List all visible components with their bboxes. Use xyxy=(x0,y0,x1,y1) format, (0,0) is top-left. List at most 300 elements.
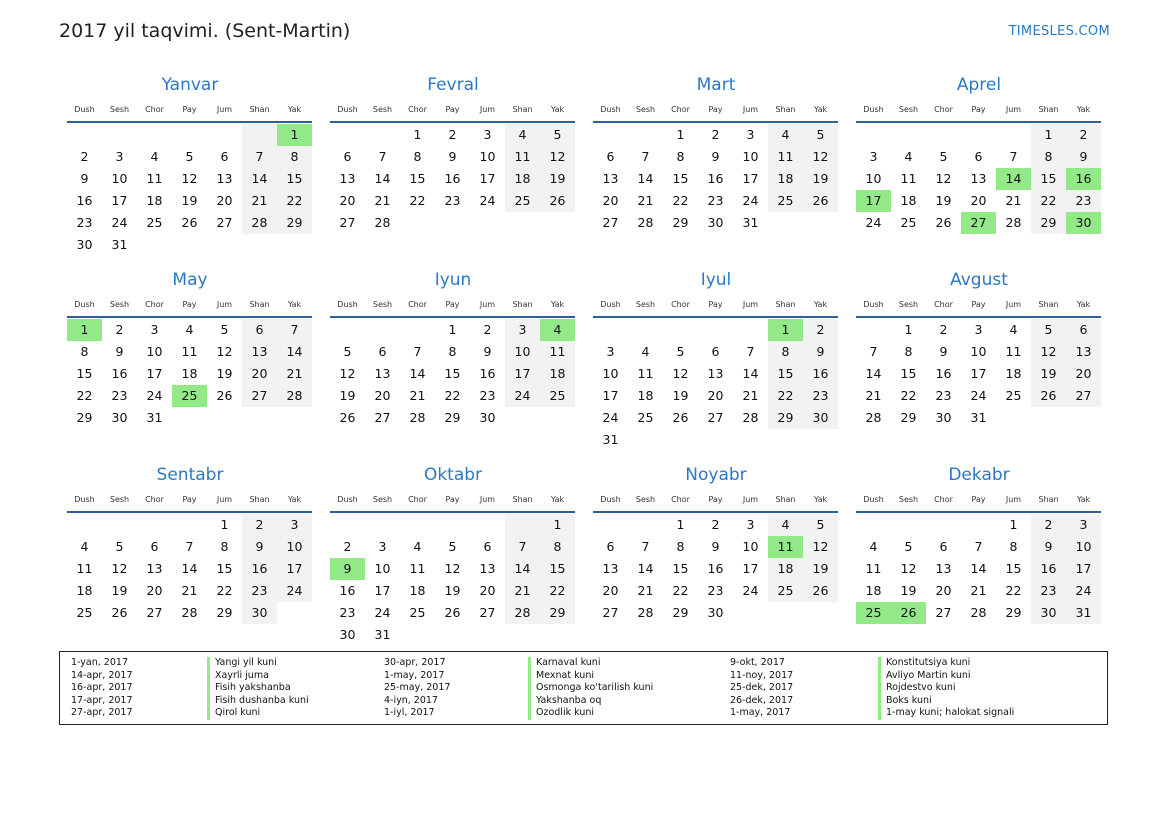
day-cell[interactable]: 8 xyxy=(448,344,457,359)
day-cell[interactable]: 12 xyxy=(935,171,952,186)
day-cell[interactable]: 6 xyxy=(606,539,615,554)
day-cell[interactable]: 26 xyxy=(111,605,128,620)
day-cell[interactable]: 26 xyxy=(1031,385,1066,407)
day-cell[interactable]: 8 xyxy=(768,341,803,363)
day-cell[interactable]: 21 xyxy=(409,388,426,403)
day-cell[interactable]: 15 xyxy=(768,363,803,385)
day-cell[interactable]: 13 xyxy=(602,171,619,186)
day-cell[interactable]: 7 xyxy=(1009,149,1018,164)
day-cell[interactable]: 20 xyxy=(602,583,619,598)
day-cell[interactable]: 20 xyxy=(479,583,496,598)
day-cell[interactable]: 9 xyxy=(242,536,277,558)
day-cell[interactable]: 22 xyxy=(1005,583,1022,598)
day-cell[interactable]: 4 xyxy=(150,149,159,164)
day-cell[interactable]: 19 xyxy=(803,168,838,190)
day-cell[interactable]: 3 xyxy=(150,322,159,337)
day-cell[interactable]: 4 xyxy=(768,514,803,536)
day-cell[interactable]: 8 xyxy=(540,536,575,558)
day-cell[interactable]: 23 xyxy=(479,388,496,403)
day-cell[interactable]: 7 xyxy=(185,539,194,554)
day-cell[interactable]: 16 xyxy=(803,363,838,385)
day-cell[interactable]: 27 xyxy=(242,385,277,407)
day-cell[interactable]: 28 xyxy=(637,605,654,620)
day-cell[interactable]: 7 xyxy=(641,149,650,164)
day-cell[interactable]: 29 xyxy=(76,410,93,425)
day-cell[interactable]: 30 xyxy=(1031,602,1066,624)
day-cell[interactable]: 5 xyxy=(803,124,838,146)
day-cell[interactable]: 22 xyxy=(444,388,461,403)
day-cell[interactable]: 24 xyxy=(602,410,619,425)
day-cell[interactable]: 13 xyxy=(1066,341,1101,363)
day-cell[interactable]: 1 xyxy=(413,127,422,142)
day-cell[interactable]: 20 xyxy=(970,193,987,208)
day-cell[interactable]: 12 xyxy=(803,536,838,558)
day-cell[interactable]: 30 xyxy=(1066,212,1101,234)
day-cell[interactable]: 30 xyxy=(479,410,496,425)
day-cell[interactable]: 21 xyxy=(505,580,540,602)
day-cell[interactable]: 5 xyxy=(904,539,913,554)
day-cell[interactable]: 26 xyxy=(339,410,356,425)
day-cell[interactable]: 27 xyxy=(374,410,391,425)
day-cell[interactable]: 25 xyxy=(172,385,207,407)
day-cell[interactable]: 1 xyxy=(1009,517,1018,532)
day-cell[interactable]: 19 xyxy=(540,168,575,190)
day-cell[interactable]: 11 xyxy=(409,561,426,576)
day-cell[interactable]: 14 xyxy=(637,171,654,186)
day-cell[interactable]: 1 xyxy=(220,517,229,532)
day-cell[interactable]: 9 xyxy=(115,344,124,359)
day-cell[interactable]: 19 xyxy=(181,193,198,208)
day-cell[interactable]: 30 xyxy=(76,237,93,252)
day-cell[interactable]: 11 xyxy=(181,344,198,359)
day-cell[interactable]: 16 xyxy=(111,366,128,381)
day-cell[interactable]: 4 xyxy=(505,124,540,146)
day-cell[interactable]: 19 xyxy=(111,583,128,598)
day-cell[interactable]: 5 xyxy=(803,514,838,536)
day-cell[interactable]: 28 xyxy=(742,410,759,425)
day-cell[interactable]: 30 xyxy=(111,410,128,425)
day-cell[interactable]: 2 xyxy=(803,319,838,341)
day-cell[interactable]: 5 xyxy=(448,539,457,554)
day-cell[interactable]: 12 xyxy=(444,561,461,576)
day-cell[interactable]: 23 xyxy=(444,193,461,208)
day-cell[interactable]: 5 xyxy=(1031,319,1066,341)
day-cell[interactable]: 22 xyxy=(768,385,803,407)
day-cell[interactable]: 29 xyxy=(1031,212,1066,234)
day-cell[interactable]: 21 xyxy=(1005,193,1022,208)
day-cell[interactable]: 16 xyxy=(1031,558,1066,580)
day-cell[interactable]: 19 xyxy=(672,388,689,403)
day-cell[interactable]: 30 xyxy=(935,410,952,425)
day-cell[interactable]: 21 xyxy=(181,583,198,598)
day-cell[interactable]: 25 xyxy=(540,385,575,407)
day-cell[interactable]: 22 xyxy=(409,193,426,208)
day-cell[interactable]: 2 xyxy=(115,322,124,337)
day-cell[interactable]: 21 xyxy=(242,190,277,212)
day-cell[interactable]: 10 xyxy=(865,171,882,186)
day-cell[interactable]: 30 xyxy=(339,627,356,642)
day-cell[interactable]: 16 xyxy=(1066,168,1101,190)
day-cell[interactable]: 4 xyxy=(80,539,89,554)
day-cell[interactable]: 17 xyxy=(505,363,540,385)
day-cell[interactable]: 26 xyxy=(935,215,952,230)
day-cell[interactable]: 8 xyxy=(676,539,685,554)
day-cell[interactable]: 14 xyxy=(374,171,391,186)
day-cell[interactable]: 14 xyxy=(865,366,882,381)
day-cell[interactable]: 16 xyxy=(935,366,952,381)
day-cell[interactable]: 8 xyxy=(904,344,913,359)
day-cell[interactable]: 27 xyxy=(707,410,724,425)
day-cell[interactable]: 13 xyxy=(479,561,496,576)
day-cell[interactable]: 6 xyxy=(150,539,159,554)
day-cell[interactable]: 23 xyxy=(935,388,952,403)
day-cell[interactable]: 20 xyxy=(935,583,952,598)
day-cell[interactable]: 20 xyxy=(1066,363,1101,385)
day-cell[interactable]: 7 xyxy=(746,344,755,359)
day-cell[interactable]: 10 xyxy=(146,344,163,359)
day-cell[interactable]: 15 xyxy=(672,561,689,576)
day-cell[interactable]: 5 xyxy=(676,344,685,359)
day-cell[interactable]: 31 xyxy=(1066,602,1101,624)
day-cell[interactable]: 13 xyxy=(602,561,619,576)
day-cell[interactable]: 3 xyxy=(115,149,124,164)
day-cell[interactable]: 18 xyxy=(146,193,163,208)
day-cell[interactable]: 12 xyxy=(216,344,233,359)
day-cell[interactable]: 23 xyxy=(707,193,724,208)
day-cell[interactable]: 30 xyxy=(242,602,277,624)
day-cell[interactable]: 29 xyxy=(672,605,689,620)
day-cell[interactable]: 5 xyxy=(343,344,352,359)
day-cell[interactable]: 29 xyxy=(216,605,233,620)
day-cell[interactable]: 26 xyxy=(803,190,838,212)
day-cell[interactable]: 14 xyxy=(409,366,426,381)
day-cell[interactable]: 15 xyxy=(444,366,461,381)
day-cell[interactable]: 14 xyxy=(505,558,540,580)
day-cell[interactable]: 14 xyxy=(277,341,312,363)
day-cell[interactable]: 19 xyxy=(339,388,356,403)
day-cell[interactable]: 6 xyxy=(378,344,387,359)
day-cell[interactable]: 5 xyxy=(220,322,229,337)
day-cell[interactable]: 1 xyxy=(540,514,575,536)
day-cell[interactable]: 29 xyxy=(768,407,803,429)
day-cell[interactable]: 26 xyxy=(540,190,575,212)
day-cell[interactable]: 10 xyxy=(277,536,312,558)
day-cell[interactable]: 9 xyxy=(80,171,89,186)
day-cell[interactable]: 3 xyxy=(483,127,492,142)
day-cell[interactable]: 6 xyxy=(606,149,615,164)
day-cell[interactable]: 3 xyxy=(505,319,540,341)
day-cell[interactable]: 25 xyxy=(637,410,654,425)
day-cell[interactable]: 24 xyxy=(970,388,987,403)
day-cell[interactable]: 26 xyxy=(444,605,461,620)
day-cell[interactable]: 14 xyxy=(970,561,987,576)
day-cell[interactable]: 10 xyxy=(742,539,759,554)
day-cell[interactable]: 4 xyxy=(185,322,194,337)
day-cell[interactable]: 12 xyxy=(1031,341,1066,363)
day-cell[interactable]: 28 xyxy=(374,215,391,230)
day-cell[interactable]: 18 xyxy=(1005,366,1022,381)
day-cell[interactable]: 19 xyxy=(216,366,233,381)
day-cell[interactable]: 8 xyxy=(277,146,312,168)
day-cell[interactable]: 14 xyxy=(242,168,277,190)
day-cell[interactable]: 24 xyxy=(742,193,759,208)
day-cell[interactable]: 27 xyxy=(602,215,619,230)
day-cell[interactable]: 16 xyxy=(444,171,461,186)
day-cell[interactable]: 26 xyxy=(672,410,689,425)
day-cell[interactable]: 17 xyxy=(856,190,891,212)
day-cell[interactable]: 23 xyxy=(1031,580,1066,602)
day-cell[interactable]: 10 xyxy=(970,344,987,359)
day-cell[interactable]: 22 xyxy=(1031,190,1066,212)
day-cell[interactable]: 6 xyxy=(974,149,983,164)
day-cell[interactable]: 9 xyxy=(330,558,365,580)
day-cell[interactable]: 21 xyxy=(865,388,882,403)
day-cell[interactable]: 11 xyxy=(505,146,540,168)
day-cell[interactable]: 10 xyxy=(479,149,496,164)
day-cell[interactable]: 30 xyxy=(803,407,838,429)
day-cell[interactable]: 7 xyxy=(378,149,387,164)
day-cell[interactable]: 25 xyxy=(146,215,163,230)
day-cell[interactable]: 20 xyxy=(707,388,724,403)
day-cell[interactable]: 27 xyxy=(602,605,619,620)
day-cell[interactable]: 16 xyxy=(479,366,496,381)
day-cell[interactable]: 14 xyxy=(996,168,1031,190)
day-cell[interactable]: 2 xyxy=(242,514,277,536)
day-cell[interactable]: 12 xyxy=(900,561,917,576)
day-cell[interactable]: 24 xyxy=(374,605,391,620)
day-cell[interactable]: 9 xyxy=(711,149,720,164)
day-cell[interactable]: 15 xyxy=(672,171,689,186)
day-cell[interactable]: 24 xyxy=(277,580,312,602)
day-cell[interactable]: 12 xyxy=(540,146,575,168)
day-cell[interactable]: 23 xyxy=(111,388,128,403)
day-cell[interactable]: 4 xyxy=(1009,322,1018,337)
day-cell[interactable]: 26 xyxy=(216,388,233,403)
day-cell[interactable]: 17 xyxy=(970,366,987,381)
day-cell[interactable]: 4 xyxy=(768,124,803,146)
day-cell[interactable]: 25 xyxy=(76,605,93,620)
day-cell[interactable]: 27 xyxy=(1066,385,1101,407)
day-cell[interactable]: 14 xyxy=(742,366,759,381)
day-cell[interactable]: 16 xyxy=(242,558,277,580)
day-cell[interactable]: 22 xyxy=(900,388,917,403)
day-cell[interactable]: 18 xyxy=(181,366,198,381)
day-cell[interactable]: 12 xyxy=(672,366,689,381)
day-cell[interactable]: 15 xyxy=(76,366,93,381)
day-cell[interactable]: 19 xyxy=(900,583,917,598)
day-cell[interactable]: 3 xyxy=(277,514,312,536)
day-cell[interactable]: 1 xyxy=(904,322,913,337)
day-cell[interactable]: 31 xyxy=(602,432,619,447)
day-cell[interactable]: 25 xyxy=(768,190,803,212)
day-cell[interactable]: 17 xyxy=(111,193,128,208)
day-cell[interactable]: 18 xyxy=(505,168,540,190)
day-cell[interactable]: 13 xyxy=(970,171,987,186)
day-cell[interactable]: 30 xyxy=(707,215,724,230)
day-cell[interactable]: 18 xyxy=(76,583,93,598)
day-cell[interactable]: 8 xyxy=(676,149,685,164)
day-cell[interactable]: 22 xyxy=(672,583,689,598)
day-cell[interactable]: 27 xyxy=(479,605,496,620)
day-cell[interactable]: 24 xyxy=(742,583,759,598)
day-cell[interactable]: 2 xyxy=(343,539,352,554)
day-cell[interactable]: 28 xyxy=(505,602,540,624)
day-cell[interactable]: 20 xyxy=(216,193,233,208)
day-cell[interactable]: 1 xyxy=(676,517,685,532)
day-cell[interactable]: 13 xyxy=(339,171,356,186)
day-cell[interactable]: 11 xyxy=(540,341,575,363)
day-cell[interactable]: 28 xyxy=(277,385,312,407)
day-cell[interactable]: 12 xyxy=(181,171,198,186)
day-cell[interactable]: 18 xyxy=(637,388,654,403)
day-cell[interactable]: 18 xyxy=(768,558,803,580)
day-cell[interactable]: 18 xyxy=(865,583,882,598)
day-cell[interactable]: 22 xyxy=(540,580,575,602)
day-cell[interactable]: 11 xyxy=(146,171,163,186)
day-cell[interactable]: 19 xyxy=(1031,363,1066,385)
day-cell[interactable]: 16 xyxy=(707,561,724,576)
day-cell[interactable]: 10 xyxy=(1066,536,1101,558)
day-cell[interactable]: 20 xyxy=(339,193,356,208)
day-cell[interactable]: 7 xyxy=(413,344,422,359)
day-cell[interactable]: 6 xyxy=(711,344,720,359)
day-cell[interactable]: 17 xyxy=(602,388,619,403)
day-cell[interactable]: 22 xyxy=(216,583,233,598)
day-cell[interactable]: 31 xyxy=(111,237,128,252)
day-cell[interactable]: 1 xyxy=(448,322,457,337)
day-cell[interactable]: 16 xyxy=(76,193,93,208)
day-cell[interactable]: 2 xyxy=(1031,514,1066,536)
day-cell[interactable]: 25 xyxy=(900,215,917,230)
day-cell[interactable]: 8 xyxy=(413,149,422,164)
day-cell[interactable]: 11 xyxy=(865,561,882,576)
day-cell[interactable]: 6 xyxy=(1066,319,1101,341)
day-cell[interactable]: 19 xyxy=(935,193,952,208)
day-cell[interactable]: 24 xyxy=(865,215,882,230)
day-cell[interactable]: 9 xyxy=(483,344,492,359)
site-link[interactable]: TIMESLES.COM xyxy=(1008,24,1110,39)
day-cell[interactable]: 28 xyxy=(242,212,277,234)
day-cell[interactable]: 27 xyxy=(216,215,233,230)
day-cell[interactable]: 19 xyxy=(444,583,461,598)
day-cell[interactable]: 26 xyxy=(803,580,838,602)
day-cell[interactable]: 24 xyxy=(1066,580,1101,602)
day-cell[interactable]: 21 xyxy=(637,193,654,208)
day-cell[interactable]: 20 xyxy=(242,363,277,385)
day-cell[interactable]: 15 xyxy=(900,366,917,381)
day-cell[interactable]: 8 xyxy=(1009,539,1018,554)
day-cell[interactable]: 1 xyxy=(768,319,803,341)
day-cell[interactable]: 9 xyxy=(1066,146,1101,168)
day-cell[interactable]: 9 xyxy=(711,539,720,554)
day-cell[interactable]: 16 xyxy=(339,583,356,598)
day-cell[interactable]: 3 xyxy=(606,344,615,359)
day-cell[interactable]: 25 xyxy=(1005,388,1022,403)
day-cell[interactable]: 7 xyxy=(242,146,277,168)
day-cell[interactable]: 5 xyxy=(939,149,948,164)
day-cell[interactable]: 31 xyxy=(374,627,391,642)
day-cell[interactable]: 2 xyxy=(483,322,492,337)
day-cell[interactable]: 31 xyxy=(146,410,163,425)
day-cell[interactable]: 28 xyxy=(409,410,426,425)
day-cell[interactable]: 15 xyxy=(1031,168,1066,190)
day-cell[interactable]: 4 xyxy=(641,344,650,359)
day-cell[interactable]: 11 xyxy=(768,536,803,558)
day-cell[interactable]: 11 xyxy=(768,146,803,168)
day-cell[interactable]: 16 xyxy=(707,171,724,186)
day-cell[interactable]: 15 xyxy=(409,171,426,186)
day-cell[interactable]: 24 xyxy=(505,385,540,407)
day-cell[interactable]: 14 xyxy=(637,561,654,576)
day-cell[interactable]: 5 xyxy=(540,124,575,146)
day-cell[interactable]: 28 xyxy=(865,410,882,425)
day-cell[interactable]: 30 xyxy=(707,605,724,620)
day-cell[interactable]: 19 xyxy=(803,558,838,580)
day-cell[interactable]: 21 xyxy=(374,193,391,208)
day-cell[interactable]: 24 xyxy=(111,215,128,230)
day-cell[interactable]: 20 xyxy=(374,388,391,403)
day-cell[interactable]: 25 xyxy=(409,605,426,620)
day-cell[interactable]: 6 xyxy=(343,149,352,164)
day-cell[interactable]: 15 xyxy=(540,558,575,580)
day-cell[interactable]: 18 xyxy=(900,193,917,208)
day-cell[interactable]: 10 xyxy=(374,561,391,576)
day-cell[interactable]: 22 xyxy=(672,193,689,208)
day-cell[interactable]: 10 xyxy=(111,171,128,186)
day-cell[interactable]: 9 xyxy=(448,149,457,164)
day-cell[interactable]: 21 xyxy=(970,583,987,598)
day-cell[interactable]: 24 xyxy=(479,193,496,208)
day-cell[interactable]: 20 xyxy=(602,193,619,208)
day-cell[interactable]: 23 xyxy=(242,580,277,602)
day-cell[interactable]: 25 xyxy=(505,190,540,212)
day-cell[interactable]: 18 xyxy=(409,583,426,598)
day-cell[interactable]: 13 xyxy=(707,366,724,381)
day-cell[interactable]: 13 xyxy=(935,561,952,576)
day-cell[interactable]: 17 xyxy=(374,583,391,598)
day-cell[interactable]: 17 xyxy=(277,558,312,580)
day-cell[interactable]: 2 xyxy=(711,127,720,142)
day-cell[interactable]: 27 xyxy=(935,605,952,620)
day-cell[interactable]: 6 xyxy=(483,539,492,554)
day-cell[interactable]: 2 xyxy=(711,517,720,532)
day-cell[interactable]: 13 xyxy=(216,171,233,186)
day-cell[interactable]: 15 xyxy=(277,168,312,190)
day-cell[interactable]: 9 xyxy=(1031,536,1066,558)
day-cell[interactable]: 20 xyxy=(146,583,163,598)
day-cell[interactable]: 11 xyxy=(900,171,917,186)
day-cell[interactable]: 28 xyxy=(637,215,654,230)
day-cell[interactable]: 17 xyxy=(1066,558,1101,580)
day-cell[interactable]: 31 xyxy=(742,215,759,230)
day-cell[interactable]: 21 xyxy=(637,583,654,598)
day-cell[interactable]: 2 xyxy=(939,322,948,337)
day-cell[interactable]: 11 xyxy=(637,366,654,381)
day-cell[interactable]: 13 xyxy=(242,341,277,363)
day-cell[interactable]: 15 xyxy=(216,561,233,576)
day-cell[interactable]: 10 xyxy=(505,341,540,363)
day-cell[interactable]: 27 xyxy=(146,605,163,620)
day-cell[interactable]: 1 xyxy=(676,127,685,142)
day-cell[interactable]: 7 xyxy=(641,539,650,554)
day-cell[interactable]: 4 xyxy=(869,539,878,554)
day-cell[interactable]: 12 xyxy=(803,146,838,168)
day-cell[interactable]: 9 xyxy=(803,341,838,363)
day-cell[interactable]: 29 xyxy=(1005,605,1022,620)
day-cell[interactable]: 1 xyxy=(1031,124,1066,146)
day-cell[interactable]: 23 xyxy=(1066,190,1101,212)
day-cell[interactable]: 11 xyxy=(76,561,93,576)
